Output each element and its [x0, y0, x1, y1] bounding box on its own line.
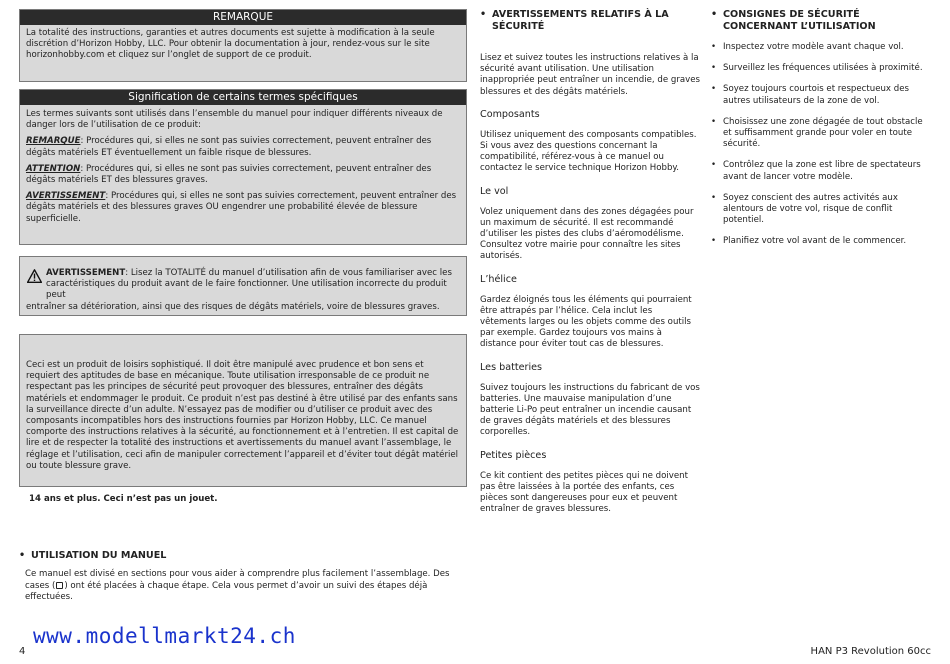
- section-heading-composants: Composants: [480, 108, 540, 120]
- list-item: [711, 236, 933, 247]
- terms-box: [19, 89, 467, 245]
- section-text-helice: Gardez éloignés tous les éléments qui pourraient être attrapés par l’hélice. Cela inclut les vêtements larges ou les objets comme des outils par exemple. Gardez toujours vos mains à distance pour éviter tout cas de blessures.: [480, 294, 692, 350]
- term-remarque: [26, 136, 460, 158]
- section-text-vol: Volez uniquement dans des zones dégagées pour un maximum de sécurité. Il est recommandé d’utiliser les pistes des clubs d’aéromodélisme. Consultez votre mairie pour connaître les sites autorisés.: [480, 206, 694, 262]
- manual-text-after: ) ont été placées à chaque étape. Cela vous permet d’avoir un suivi des étapes déjà effectuées.: [25, 580, 428, 602]
- terms-title: Signification de certains termes spécifiques: [20, 90, 466, 105]
- term-text: : Procédures qui, si elles ne sont pas suivies correctement, peuvent entraîner des dégâts matériels ET éventuellement un faible risque de blessures.: [26, 136, 432, 158]
- section-text-composants: Utilisez uniquement des composants compatibles. Si vous avez des questions concernant la compatibilité, référez-vous à ce manuel ou contactez le service technique Horizon Hobby.: [480, 129, 697, 174]
- checkbox-icon: [56, 582, 63, 589]
- age-note: 14 ans et plus. Ceci n’est pas un jouet.: [29, 494, 218, 504]
- watermark-link[interactable]: www.modellmarkt24.ch: [33, 624, 296, 648]
- rule-text: Inspectez votre modèle avant chaque vol.: [723, 42, 904, 52]
- bullet-icon: •: [711, 42, 717, 52]
- warning-label: AVERTISSEMENT: [46, 268, 126, 278]
- bullet-icon: •: [711, 116, 717, 127]
- safety-intro: Lisez et suivez toutes les instructions relatives à la sécurité avant utilisation. Une utilisation inappropriée peut entraîner un incendie, de graves blessures et des dégâts matériels.: [480, 53, 700, 97]
- usage-rules-title: [711, 9, 933, 33]
- sophisticated-product-box: [19, 334, 467, 487]
- list-item: [711, 42, 933, 53]
- manual-text-before: Ce manuel est divisé en sections pour vous aider à comprendre plus facilement l’assemblage. Des cases (: [25, 569, 450, 591]
- section-heading-petites-pieces: Petites pièces: [480, 449, 547, 461]
- section-heading-vol: Le vol: [480, 185, 509, 197]
- rule-text: Planifiez votre vol avant de le commencer.: [723, 236, 907, 247]
- page-number: 4: [19, 646, 26, 657]
- warning-box: [19, 256, 467, 316]
- list-item: [711, 160, 933, 182]
- list-item: [711, 84, 933, 106]
- remarque-box: [19, 9, 467, 82]
- remarque-text: La totalité des instructions, garanties et autres documents est sujette à modification à la seule discrétion d’Horizon Hobby, LLC. Pour obtenir la documentation à jour, rendez-vous sur le site horizonhobby.com et cliquez sur l’onglet de support de ce produit.: [26, 28, 435, 61]
- rule-text: Choisissez une zone dégagée de tout obstacle et suffisamment grande pour voler en toute sécurité.: [723, 116, 923, 150]
- term-label: REMARQUE: [26, 136, 81, 147]
- warning-text: [26, 268, 460, 313]
- warning-line-2: caractéristiques du produit avant de le faire fonctionner. Une utilisation incorrecte du produit peut: [46, 279, 447, 301]
- section-heading-helice: L’hélice: [480, 273, 517, 285]
- term-attention: [26, 164, 460, 186]
- usage-rules-heading: CONSIGNES DE SÉCURITÉ CONCERNANT L’UTILISATION: [723, 9, 876, 32]
- section-text-petites-pieces: Ce kit contient des petites pièces qui ne doivent pas être laissées à la portée des enfants, ces pièces sont dangereuses pour eux et peuvent entraîner de graves blessures.: [480, 470, 688, 515]
- rule-text: Soyez toujours courtois et respectueux des autres utilisateurs de la zone de vol.: [723, 84, 909, 106]
- bullet-icon: •: [711, 192, 717, 203]
- safety-warnings-heading: AVERTISSEMENTS RELATIFS À LA SÉCURITÉ: [492, 9, 669, 32]
- term-avertissement: [26, 191, 460, 225]
- manual-usage-text: [25, 569, 465, 604]
- warning-triangle-icon: [27, 269, 42, 283]
- bullet-icon: •: [711, 236, 717, 247]
- footer-product-title: HAN P3 Revolution 60cc: [810, 646, 931, 657]
- section-text-batteries: Suivez toujours les instructions du fabricant de vos batteries. Une mauvaise manipulation d’une batterie Li-Po peut entraîner un incendie causant de graves dégâts matériels et des blessures corporelles.: [480, 382, 700, 438]
- safety-warnings-column: [480, 9, 700, 515]
- list-item: [711, 63, 933, 74]
- usage-rules-list: [711, 42, 933, 248]
- remarque-title: REMARQUE: [20, 10, 466, 25]
- list-item: [711, 117, 933, 151]
- rule-text: Soyez conscient des autres activités aux alentours de votre vol, risque de conflit potentiel.: [723, 192, 898, 226]
- warning-line-1: : Lisez la TOTALITÉ du manuel d’utilisation afin de vous familiariser avec les: [125, 268, 452, 278]
- rule-text: Contrôlez que la zone est libre de spectateurs avant de lancer votre modèle.: [723, 160, 921, 182]
- usage-rules-column: [711, 9, 933, 258]
- term-text: : Procédures qui, si elles ne sont pas suivies correctement, peuvent entraîner des dégâts matériels et des blessures graves OU engendrer une probabilité élevée de blessure superficielle.: [26, 191, 457, 224]
- sophisticated-text: Ceci est un produit de loisirs sophistiqué. Il doit être manipulé avec prudence et bon sens et requiert des aptitudes de base en mécanique. Toute utilisation irresponsable de ce produit ne respectant pas les principes de sécurité peut provoquer des blessures, entraîner des dégâts matériels et endommager le produit. Ce produit n’est pas destiné à être utilisé par des enfants sans la surveillance directe d’un adulte. N’essayez pas de modifier ou d’utiliser ce produit avec des composants incompatibles hors des instructions fournies par Horizon Hobby, LLC. Ce manuel comporte des instructions relatives à la sécurité, au fonctionnement et à l’entretien. Il est capital de lire et de respecter la totalité des instructions et avertissements du manuel avant l’assemblage, le réglage et l’utilisation, ceci afin de manipuler correctement l’appareil et d’éviter tout dégât matériel ou toute blessure grave.: [26, 360, 459, 471]
- section-heading-batteries: Les batteries: [480, 361, 543, 373]
- manual-usage-title: [19, 550, 166, 562]
- list-item: [711, 193, 933, 227]
- term-label: AVERTISSEMENT: [26, 191, 106, 202]
- term-text: : Procédures qui, si elles ne sont pas suivies correctement, peuvent entraîner des dégâts matériels ET des blessures graves.: [26, 163, 432, 186]
- bullet-icon: •: [711, 160, 717, 171]
- manual-usage-heading: UTILISATION DU MANUEL: [31, 550, 167, 561]
- bullet-icon: •: [19, 550, 26, 561]
- bullet-icon: •: [711, 9, 718, 20]
- warning-line-3: entraîner sa détérioration, ainsi que des risques de dégâts matériels, voire de blessures graves.: [26, 301, 440, 312]
- bullet-icon: •: [711, 63, 717, 74]
- terms-intro: Les termes suivants sont utilisés dans l’ensemble du manuel pour indiquer différents niveaux de danger lors de l’utilisation de ce produit:: [26, 109, 443, 131]
- rule-text: Surveillez les fréquences utilisées à proximité.: [723, 63, 923, 74]
- bullet-icon: •: [480, 9, 487, 20]
- safety-warnings-title: [480, 9, 700, 33]
- bullet-icon: •: [711, 84, 717, 95]
- term-label: ATTENTION: [26, 163, 81, 174]
